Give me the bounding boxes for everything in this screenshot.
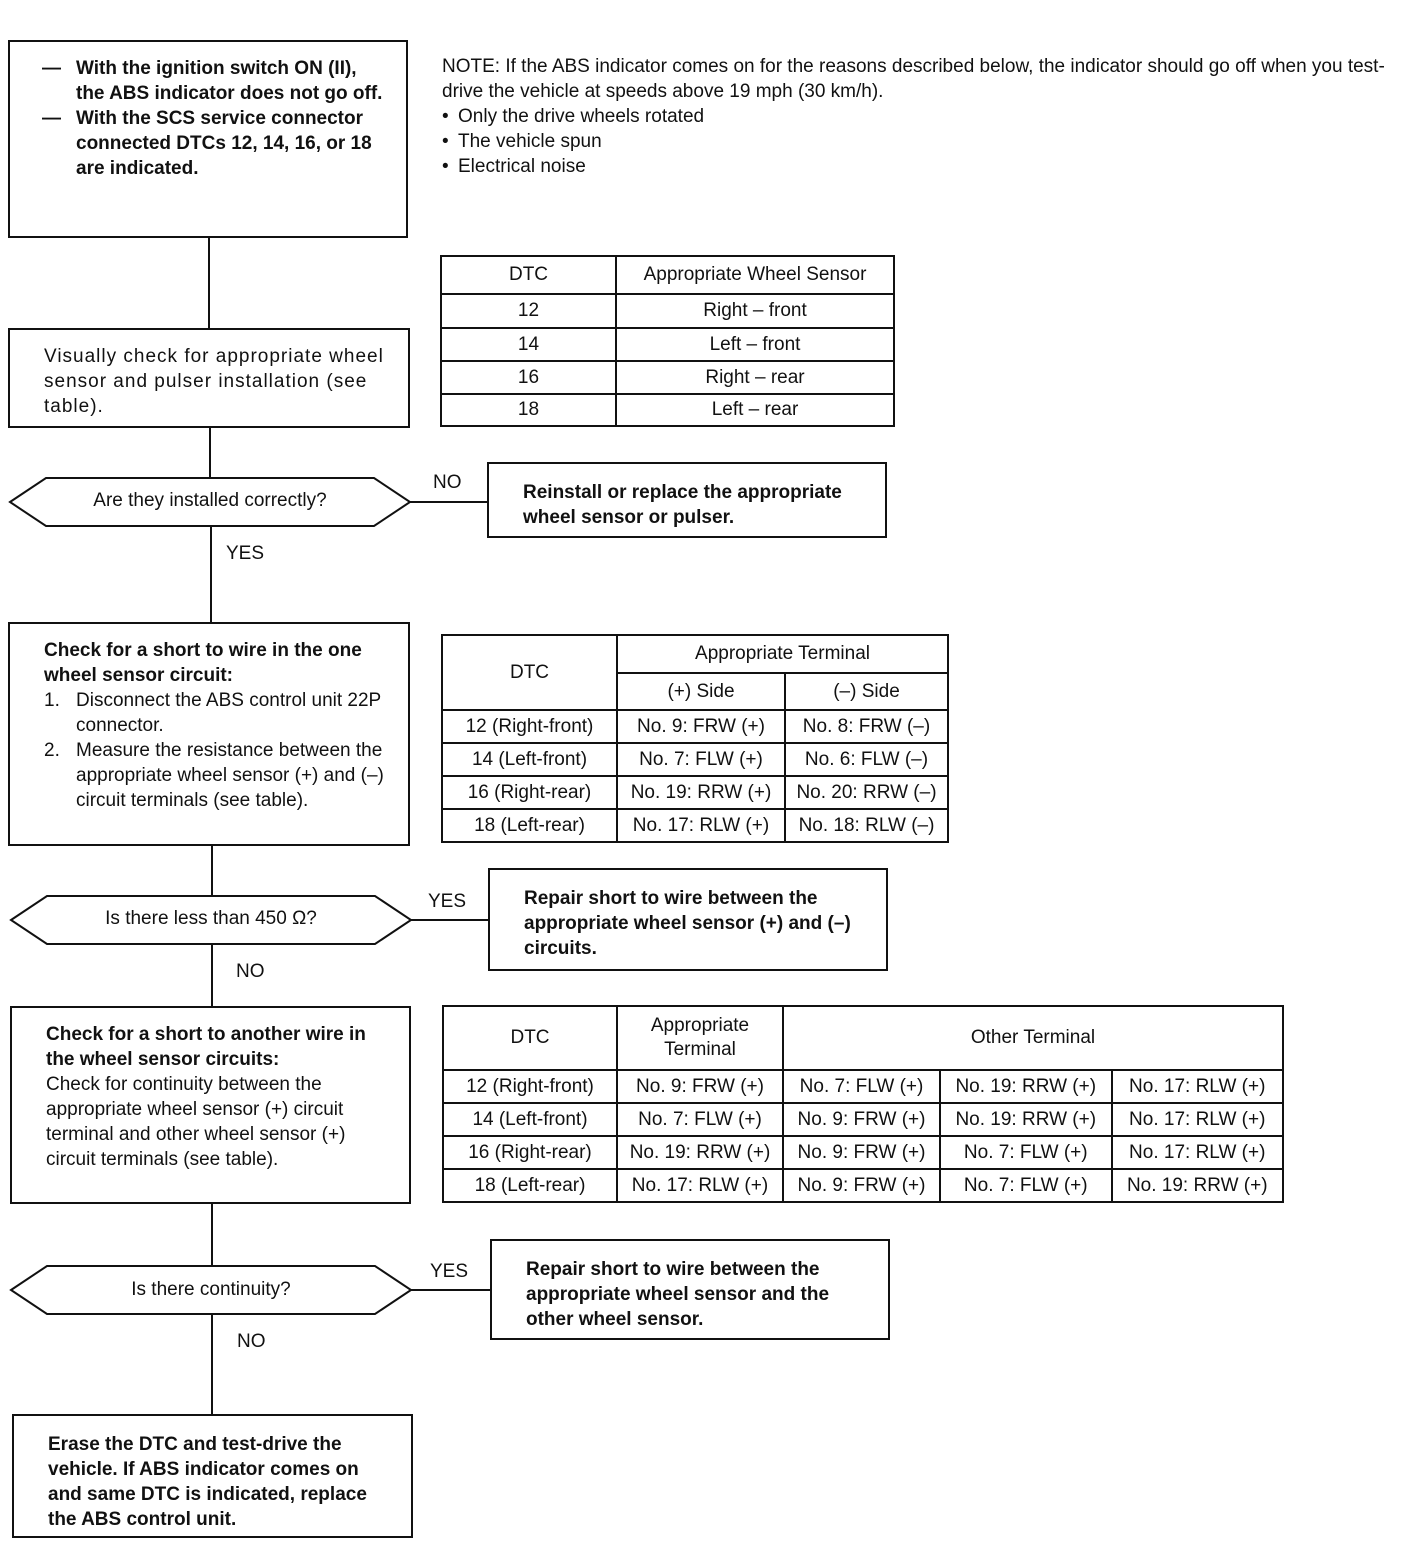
table-header: Appropriate Terminal bbox=[617, 635, 948, 673]
note-bullet-list bbox=[442, 104, 1392, 179]
terminal-table bbox=[441, 634, 949, 843]
table-header: Other Terminal bbox=[783, 1006, 1283, 1070]
note-text: NOTE: If the ABS indicator comes on for the reasons described below, the indicator should go off when you test-drive the vehicle at speeds above 19 mph (30 km/h). bbox=[442, 56, 1385, 102]
flow-connector bbox=[211, 846, 213, 895]
yes-label: YES bbox=[226, 543, 265, 564]
step-item: 1. Disconnect the ABS control unit 22P connector. bbox=[44, 690, 381, 736]
yes-label: YES bbox=[428, 891, 467, 912]
table-row: 16 (Right-rear) No. 19: RRW (+) No. 20: RRW (–) bbox=[442, 776, 948, 809]
continuity-check-box bbox=[10, 1006, 411, 1204]
decision-question: Is there less than 450 Ω? bbox=[105, 908, 317, 929]
no-label: NO bbox=[236, 961, 265, 982]
table-row: 18 (Left-rear) No. 17: RLW (+) No. 9: FRW (+) No. 7: FLW (+) No. 19: RRW (+) bbox=[443, 1169, 1283, 1202]
decision-question: Are they installed correctly? bbox=[93, 490, 327, 511]
table-header: Appropriate Terminal bbox=[617, 1006, 783, 1070]
repair-short-action-box: Repair short to wire between the appropriate wheel sensor (+) and (–) circuits. bbox=[488, 868, 888, 971]
start-condition-item: — With the SCS service connector connected DTCs 12, 14, 16, or 18 are indicated. bbox=[42, 108, 372, 179]
table-row: 14 (Left-front) No. 7: FLW (+) No. 6: FLW (–) bbox=[442, 743, 948, 776]
table-header: (+) Side bbox=[617, 673, 785, 710]
visual-check-box: Visually check for appropriate wheel sensor and pulser installation (see table). bbox=[8, 328, 410, 428]
no-label: NO bbox=[237, 1331, 266, 1352]
yes-label: YES bbox=[430, 1261, 469, 1282]
table-row: 12 (Right-front) No. 9: FRW (+) No. 7: FLW (+) No. 19: RRW (+) No. 17: RLW (+) bbox=[443, 1070, 1283, 1103]
flow-connector bbox=[211, 945, 213, 1006]
decision-question: Is there continuity? bbox=[131, 1279, 291, 1300]
flow-connector bbox=[410, 501, 488, 503]
flow-connector bbox=[211, 1204, 213, 1265]
table-row: 16 (Right-rear) No. 19: RRW (+) No. 9: FRW (+) No. 7: FLW (+) No. 17: RLW (+) bbox=[443, 1136, 1283, 1169]
step-item: 2. Measure the resistance between the appropriate wheel sensor (+) and (–) circuit terminals (see table). bbox=[44, 740, 384, 811]
table-header: DTC bbox=[443, 1006, 617, 1070]
note-bullet: • Electrical noise bbox=[442, 156, 586, 177]
flow-connector bbox=[208, 238, 210, 328]
table-row: 18 (Left-rear) No. 17: RLW (+) No. 18: RLW (–) bbox=[442, 809, 948, 842]
table-row: 12 Right – front bbox=[441, 294, 894, 328]
table-row: 16 Right – rear bbox=[441, 361, 894, 394]
table-row: 18 Left – rear bbox=[441, 394, 894, 426]
note-block bbox=[442, 54, 1392, 179]
short-check-steps bbox=[44, 688, 384, 813]
note-bullet: • The vehicle spun bbox=[442, 131, 602, 152]
table-row: 12 (Right-front) No. 9: FRW (+) No. 8: FRW (–) bbox=[442, 710, 948, 743]
table-header: (–) Side bbox=[785, 673, 948, 710]
start-condition-box bbox=[8, 40, 408, 238]
continuity-check-text: Check for continuity between the appropriate wheel sensor (+) circuit terminal and other wheel sensor (+) circuit terminals (see table). bbox=[46, 1074, 346, 1170]
flow-connector bbox=[209, 428, 211, 477]
final-action-box: Erase the DTC and test-drive the vehicle. If ABS indicator comes on and same DTC is indicated, replace the ABS control unit. bbox=[12, 1414, 413, 1538]
table-header: Appropriate Wheel Sensor bbox=[616, 256, 894, 294]
flow-connector bbox=[211, 1315, 213, 1415]
table-header: DTC bbox=[442, 635, 617, 710]
start-condition-item: — With the ignition switch ON (II), the ABS indicator does not go off. bbox=[42, 58, 383, 104]
short-check-title: Check for a short to wire in the one wheel sensor circuit: bbox=[44, 640, 362, 686]
wheel-sensor-table bbox=[440, 255, 895, 427]
flow-connector bbox=[411, 919, 489, 921]
repair-other-sensor-action-box: Repair short to wire between the appropriate wheel sensor and the other wheel sensor. bbox=[490, 1239, 890, 1340]
flow-connector bbox=[210, 527, 212, 623]
continuity-check-title: Check for a short to another wire in the wheel sensor circuits: bbox=[46, 1024, 366, 1070]
table-row: 14 Left – front bbox=[441, 328, 894, 361]
no-label: NO bbox=[433, 472, 462, 493]
short-check-box bbox=[8, 622, 410, 846]
note-bullet: • Only the drive wheels rotated bbox=[442, 106, 705, 127]
reinstall-action-box: Reinstall or replace the appropriate wheel sensor or pulser. bbox=[487, 462, 887, 538]
table-row: 14 (Left-front) No. 7: FLW (+) No. 9: FRW (+) No. 19: RRW (+) No. 17: RLW (+) bbox=[443, 1103, 1283, 1136]
flow-connector bbox=[411, 1289, 490, 1291]
other-terminal-table bbox=[442, 1005, 1284, 1203]
table-header: DTC bbox=[441, 256, 616, 294]
